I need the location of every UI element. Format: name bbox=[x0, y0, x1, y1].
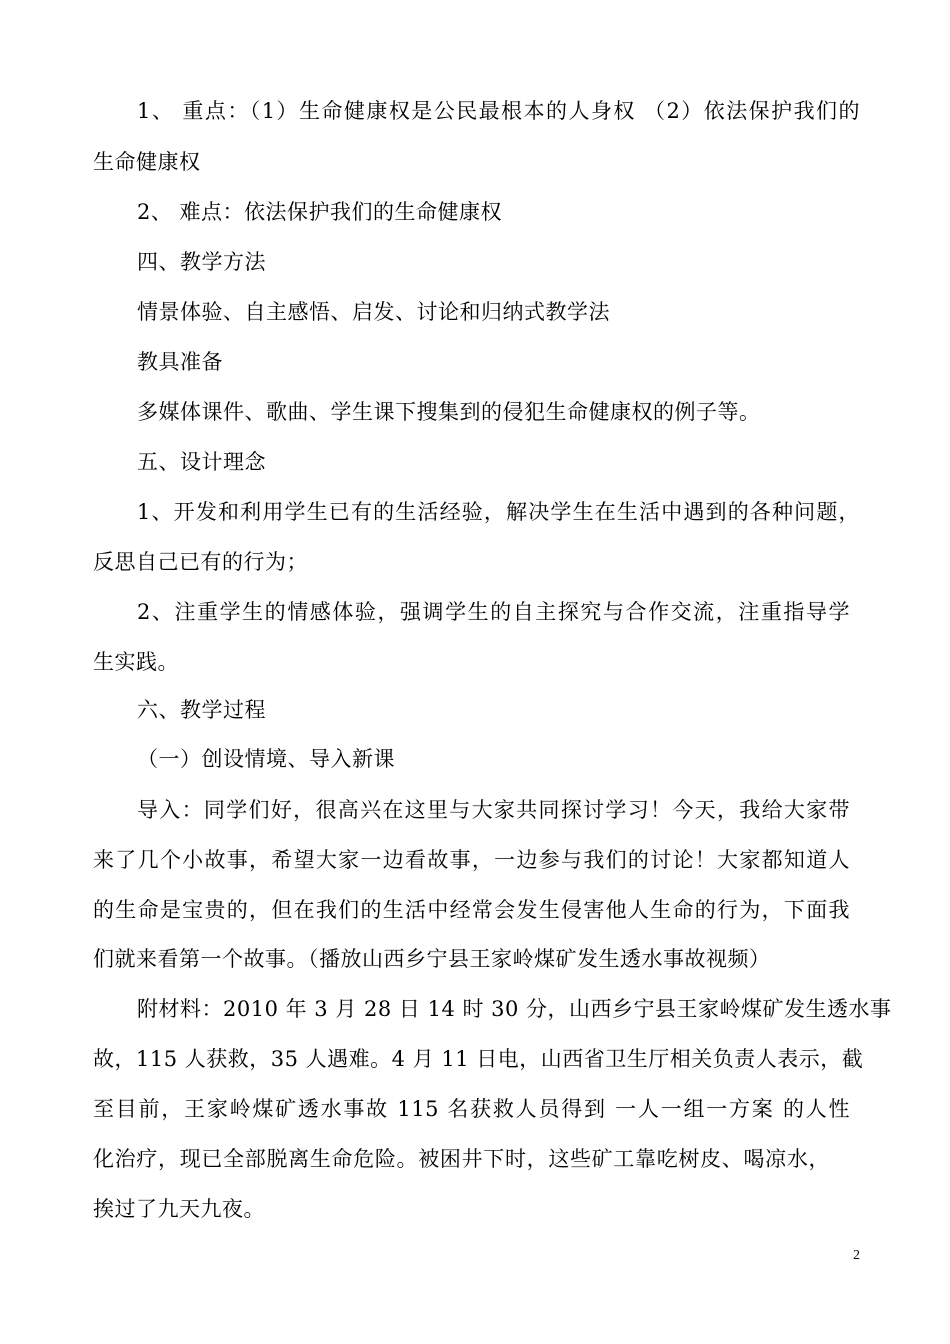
appendix-line-4: 化治疗，现已全部脱离生命危险。被困井下时，这些矿工靠吃树皮、喝凉水， bbox=[93, 1147, 830, 1171]
key-points-line-2: 生命健康权 bbox=[93, 150, 201, 174]
intro-paragraph-line-2: 来了几个小故事，希望大家一边看故事，一边参与我们的讨论！大家都知道人 bbox=[93, 848, 850, 872]
section-design-concept: 五、设计理念 bbox=[137, 450, 266, 474]
subsection-intro: （一）创设情境、导入新课 bbox=[137, 747, 395, 771]
intro-paragraph-line-1: 导入：同学们好，很高兴在这里与大家共同探讨学习！今天，我给大家带 bbox=[137, 798, 850, 822]
section-teaching-process: 六、教学过程 bbox=[137, 698, 266, 722]
page-number: 2 bbox=[853, 1248, 860, 1263]
intro-paragraph-line-3: 的生命是宝贵的，但在我们的生活中经常会发生侵害他人生命的行为，下面我 bbox=[93, 898, 850, 922]
teaching-aids-heading: 教具准备 bbox=[137, 350, 223, 374]
appendix-line-3: 至目前，王家岭煤矿透水事故 115 名获救人员得到 一人一组一方案 的人性 bbox=[93, 1097, 850, 1121]
difficulty-line: 2、 难点：依法保护我们的生命健康权 bbox=[137, 200, 503, 224]
design-concept-2-line-2: 生实践。 bbox=[93, 650, 179, 674]
design-concept-2-line-1: 2、注重学生的情感体验，强调学生的自主探究与合作交流，注重指导学 bbox=[137, 600, 850, 624]
section-teaching-methods: 四、教学方法 bbox=[137, 250, 266, 274]
appendix-line-1: 附材料：2010 年 3 月 28 日 14 时 30 分，山西乡宁县王家岭煤矿发生透水事 bbox=[137, 997, 892, 1021]
key-points-line-1: 1、 重点：（1）生命健康权是公民最根本的人身权 （2）依法保护我们的 bbox=[137, 99, 860, 123]
design-concept-1-line-2: 反思自己已有的行为； bbox=[93, 550, 308, 574]
intro-paragraph-line-4: 们就来看第一个故事。（播放山西乡宁县王家岭煤矿发生透水事故视频） bbox=[93, 947, 771, 971]
appendix-line-2: 故，115 人获救，35 人遇难。4 月 11 日电，山西省卫生厅相关负责人表示，截 bbox=[93, 1047, 864, 1071]
appendix-line-5: 挨过了九天九夜。 bbox=[93, 1197, 265, 1221]
teaching-methods-text: 情景体验、自主感悟、启发、讨论和归纳式教学法 bbox=[137, 300, 610, 324]
design-concept-1-line-1: 1、开发和利用学生已有的生活经验，解决学生在生活中遇到的各种问题， bbox=[137, 500, 860, 524]
teaching-aids-text: 多媒体课件、歌曲、学生课下搜集到的侵犯生命健康权的例子等。 bbox=[137, 400, 761, 424]
